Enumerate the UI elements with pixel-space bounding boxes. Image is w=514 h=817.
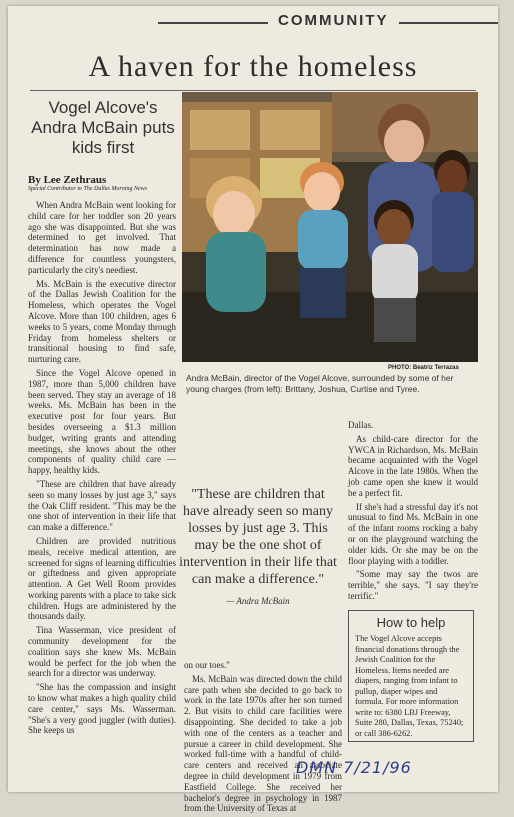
deck-subhead: Vogel Alcove's Andra McBain puts kids first	[31, 98, 175, 157]
pull-quote-attribution: — Andra McBain	[226, 596, 290, 606]
byline	[28, 174, 178, 192]
paragraph: Since the Vogel Alcove opened in 1987, more than 5,000 children have been served. They stay an average of 18 weeks. Ms. McBain has been in the executive post for four years. But besides overseeing a $1.3 million budget, writing grants and attending meetings, she knows about the other components of quality child care — happy, healthy kids.	[28, 367, 176, 476]
paragraph: Tina Wasserman, vice president of community development for the coalition says she knew Ms. McBain would be perfect for the job when the search for a director was underway.	[28, 625, 176, 679]
section-label: COMMUNITY	[268, 12, 399, 29]
paragraph: "These are children that have already seen so many losses by just age 3," says the Oak Cliff resident. "This may be the one shot of intervention in their life that can make a difference."	[28, 478, 176, 533]
photo-illustration	[182, 92, 478, 362]
headline-divider	[30, 90, 476, 91]
pull-quote-text: "These are children that have already seen so many losses by just age 3. This may be the one shot of intervention in their life that can make a difference."	[179, 487, 337, 587]
paragraph: As child-care director for the YWCA in Richardson, Ms. McBain became acquainted with the Vogel Alcove in the late 1980s. When the job came open she knew it would be a perfect fit.	[348, 433, 478, 498]
photo-caption: Andra McBain, director of the Vogel Alcove, surrounded by some of her young charges (from left): Brittany, Joshua, Curtise and Tyree.	[186, 373, 454, 394]
byline-role: Special Contributor to The Dallas Morning News	[28, 186, 148, 192]
article-column-2	[184, 660, 342, 817]
paragraph: Dallas.	[348, 420, 374, 430]
how-to-help-body: The Vogel Alcove accepts financial donations through the Jewish Coalition for the Homeless. Items needed are diapers, ranging from infant to pullup, diaper wipes and formula. For more information write to: 6380 LBJ Freeway, Suite 280, Dallas, Texas, 75240; or call 386-6262.	[355, 634, 464, 738]
article-column-3	[348, 420, 478, 605]
paragraph: When Andra McBain went looking for child care for her toddler son 20 years ago she was disappointed. But she was determined to get involved. That determination has now made a difference for countless youngsters, particularly the city's neediest.	[28, 200, 176, 275]
article-photo	[182, 92, 478, 362]
how-to-help-box	[348, 610, 474, 742]
handwritten-date-note: DMN 7/21/96	[296, 758, 412, 777]
paragraph: Ms. McBain was directed down the child care path when she decided to go back to work in the late 1970s after her son turned 2. But visits to child care facilities were disappointing. She decided to take a job with one of the centers as a teacher and pursue a career in child development. She worked full-time with a handful of child-care centers and received an associate degree in child development in 1979 from Eastfield College. She received her bachelor's degree in psychology in 1987 from the University of Texas at	[184, 673, 342, 814]
headline: A haven for the homeless	[88, 50, 418, 83]
pull-quote	[178, 486, 338, 606]
photo-credit: PHOTO: Beatriz Terrazas	[388, 365, 459, 371]
section-header	[158, 12, 498, 34]
paragraph: "She has the compassion and insight to know what makes a high quality child care center," says Ms. Wasserman. "She's a very good juggler (with duties). She keeps us	[28, 682, 176, 736]
paragraph: If she's had a stressful day it's not unusual to find Ms. McBain in one of the infant rooms rocking a baby or on the playground watching the older kids. Or she may be on the floor playing with a toddler.	[348, 501, 478, 566]
article-column-1	[28, 200, 176, 739]
paragraph: on our toes."	[184, 660, 230, 670]
paragraph: "Some may say the twos are terrible," she says. "I say they're terrific."	[348, 569, 478, 601]
paragraph: Children are provided nutritious meals, receive medical attention, are screened for signs of learning difficulties or giftedness and given appropriate attention. A Get Well Room provides working parents with a place to take sick children. Hugs are administered by the thousands daily.	[28, 535, 176, 622]
paragraph: Ms. McBain is the executive director of the Dallas Jewish Coalition for the Homeless, which operates the Vogel Alcove. More than 100 children, ages 6 weeks to 5 years, come Monday through Friday from homeless shelters or transitional housing to find safe, nurturing care.	[28, 278, 176, 365]
how-to-help-title: How to help	[376, 615, 446, 630]
newspaper-clipping	[8, 6, 498, 814]
byline-author: By Lee Zethraus	[28, 174, 107, 186]
